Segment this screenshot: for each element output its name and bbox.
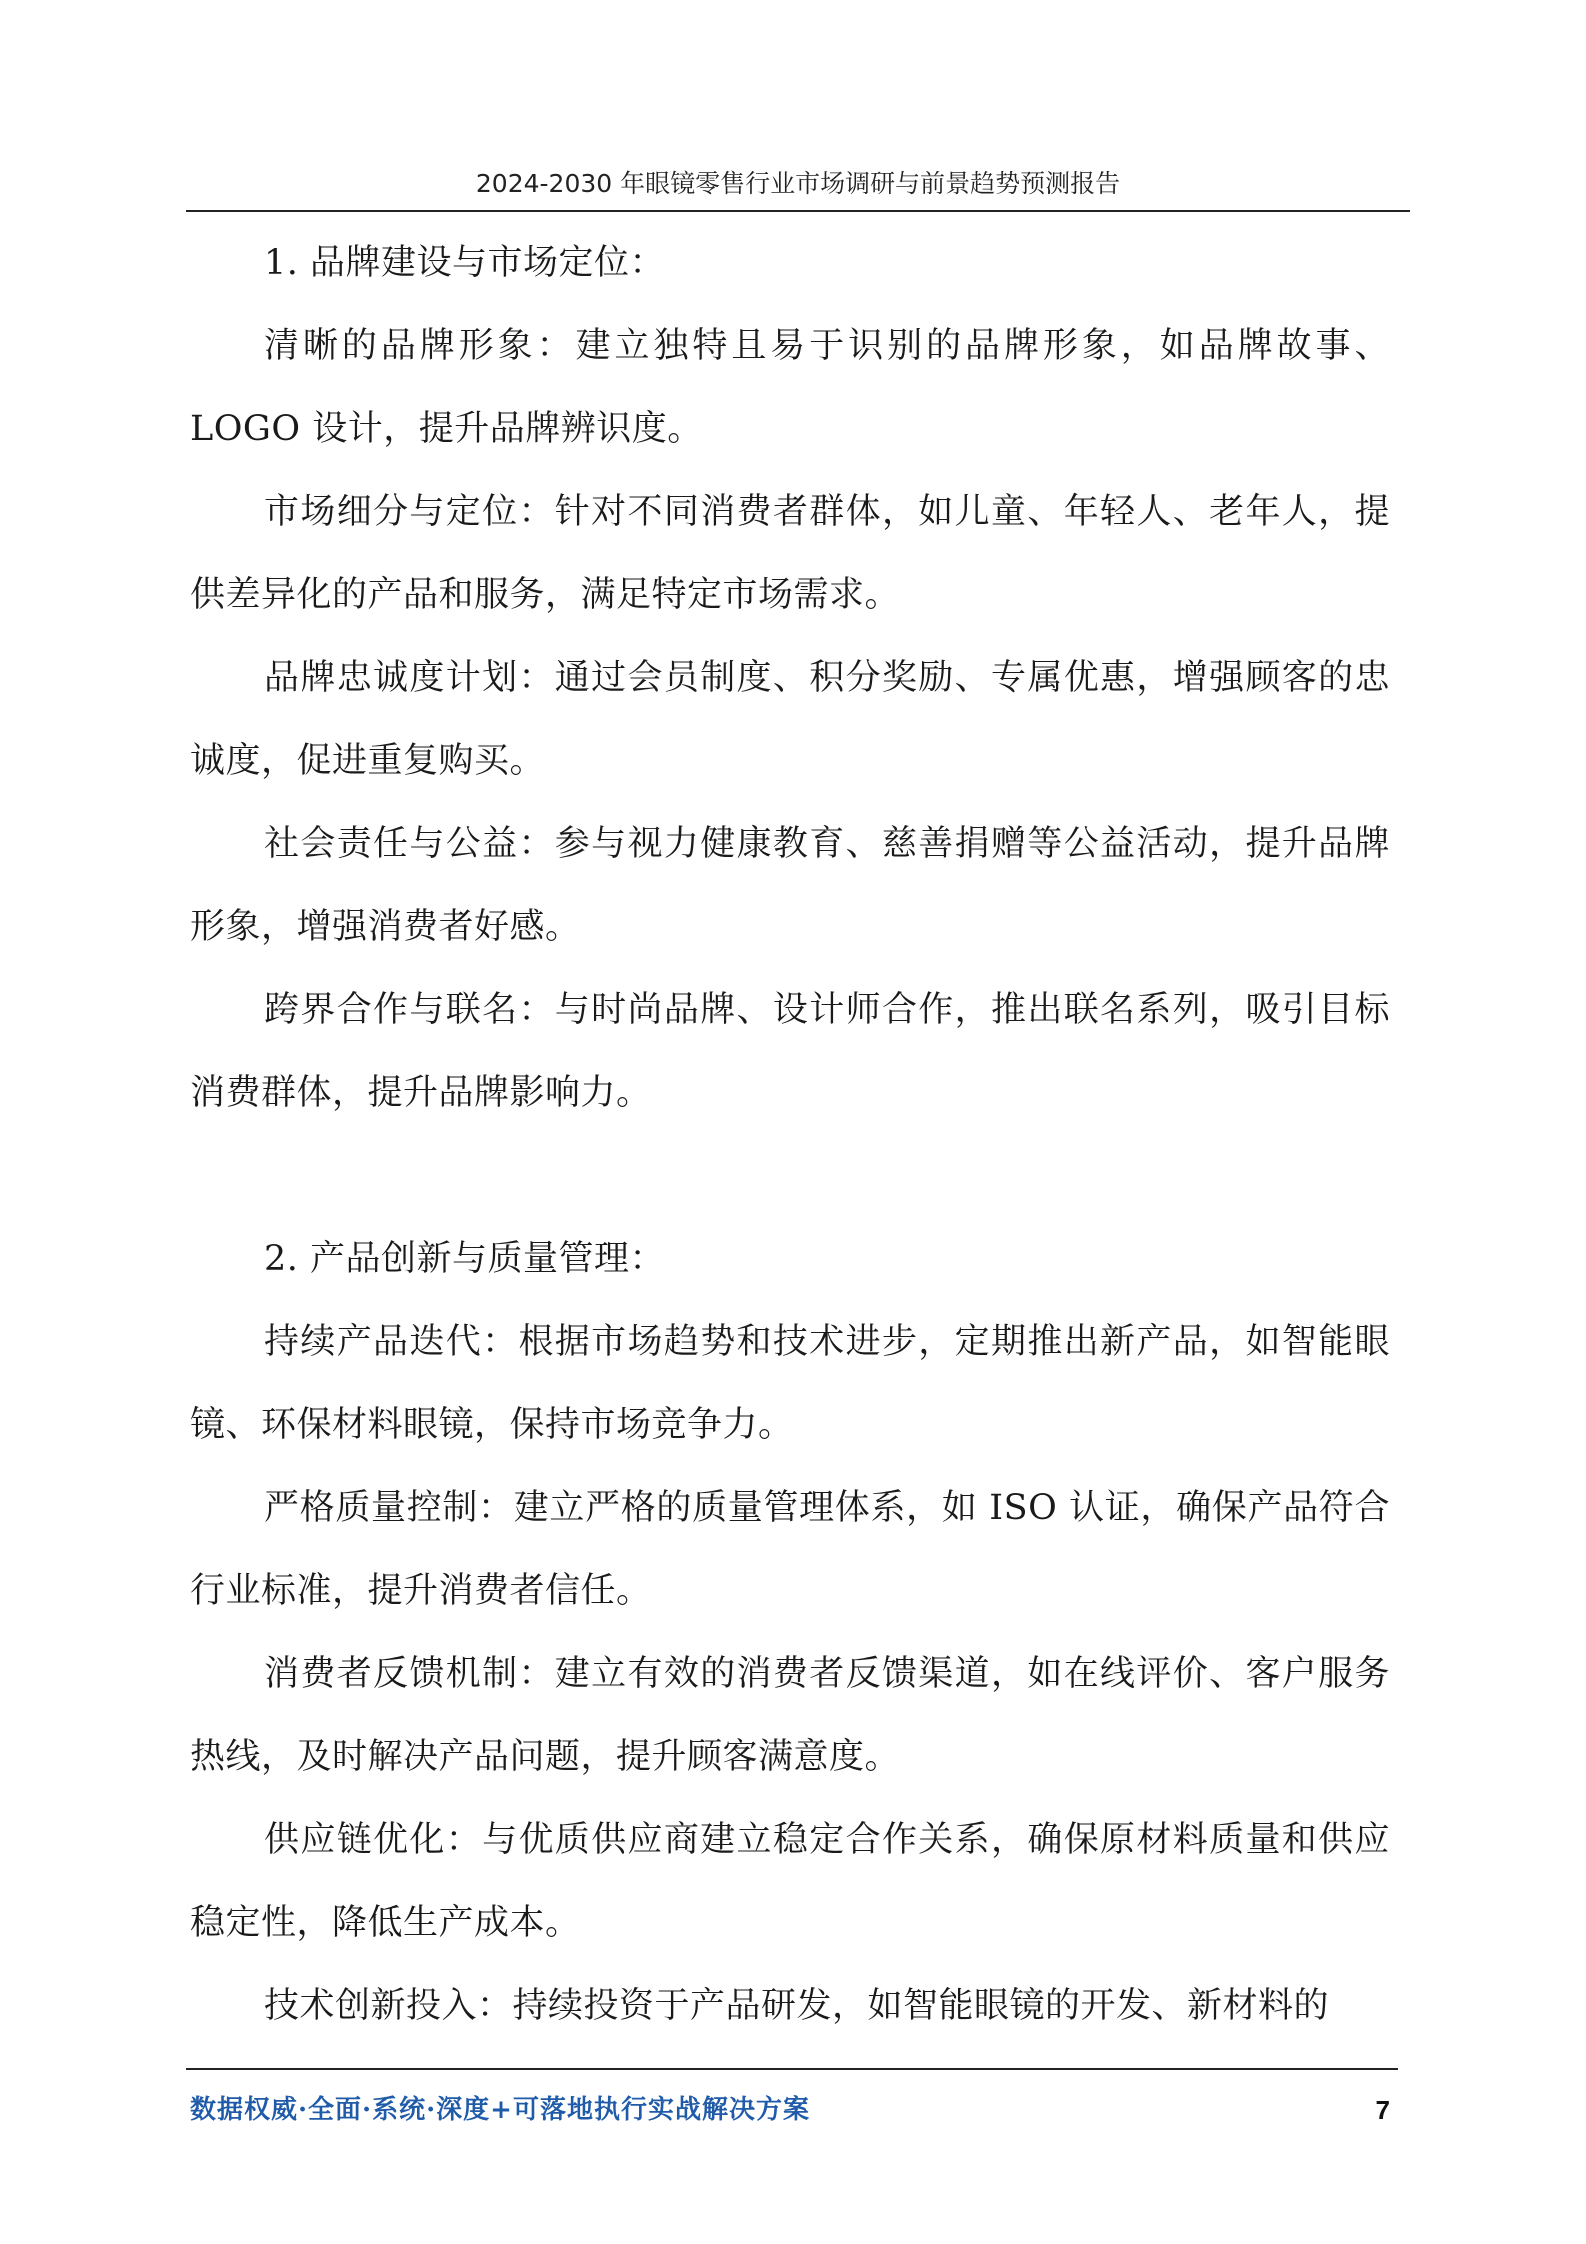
body-paragraph: 品牌忠诚度计划：通过会员制度、积分奖励、专属优惠，增强顾客的忠诚度，促进重复购买。: [190, 658, 1390, 781]
body-paragraph: 持续产品迭代：根据市场趋势和技术进步，定期推出新产品，如智能眼镜、环保材料眼镜，保持市场竞争力。: [190, 1322, 1390, 1445]
footer-divider: [186, 2068, 1398, 2070]
footer-slogan: 数据权威·全面·系统·深度+可落地执行实战解决方案: [190, 2095, 810, 2125]
section-heading: 2. 产品创新与质量管理：: [264, 1239, 666, 1279]
body-paragraph: 跨界合作与联名：与时尚品牌、设计师合作，推出联名系列，吸引目标消费群体，提升品牌影响力。: [190, 990, 1390, 1113]
body-paragraph: 供应链优化：与优质供应商建立稳定合作关系，确保原材料质量和供应稳定性，降低生产成本。: [190, 1820, 1390, 1943]
body-paragraph: 严格质量控制：建立严格的质量管理体系，如 ISO 认证，确保产品符合行业标准，提升消费者信任。: [190, 1488, 1390, 1611]
page-header-title: 2024-2030 年眼镜零售行业市场调研与前景趋势预测报告: [475, 169, 1121, 198]
body-paragraph: 技术创新投入：持续投资于产品研发，如智能眼镜的开发、新材料的: [264, 1986, 1330, 2026]
body-paragraph: 清晰的品牌形象：建立独特且易于识别的品牌形象，如品牌故事、LOGO 设计，提升品牌辨识度。: [190, 326, 1390, 449]
body-paragraph: 社会责任与公益：参与视力健康教育、慈善捐赠等公益活动，提升品牌形象，增强消费者好感。: [190, 824, 1390, 947]
section-spacer: [190, 1135, 1390, 1218]
section-heading: 1. 品牌建设与市场定位：: [264, 243, 666, 283]
body-paragraph: 市场细分与定位：针对不同消费者群体，如儿童、年轻人、老年人，提供差异化的产品和服务，满足特定市场需求。: [190, 492, 1390, 615]
header-divider: [186, 210, 1410, 212]
document-body: [190, 222, 1390, 2048]
page-number: 7: [1375, 2095, 1390, 2125]
body-paragraph: 消费者反馈机制：建立有效的消费者反馈渠道，如在线评价、客户服务热线，及时解决产品问题，提升顾客满意度。: [190, 1654, 1390, 1777]
